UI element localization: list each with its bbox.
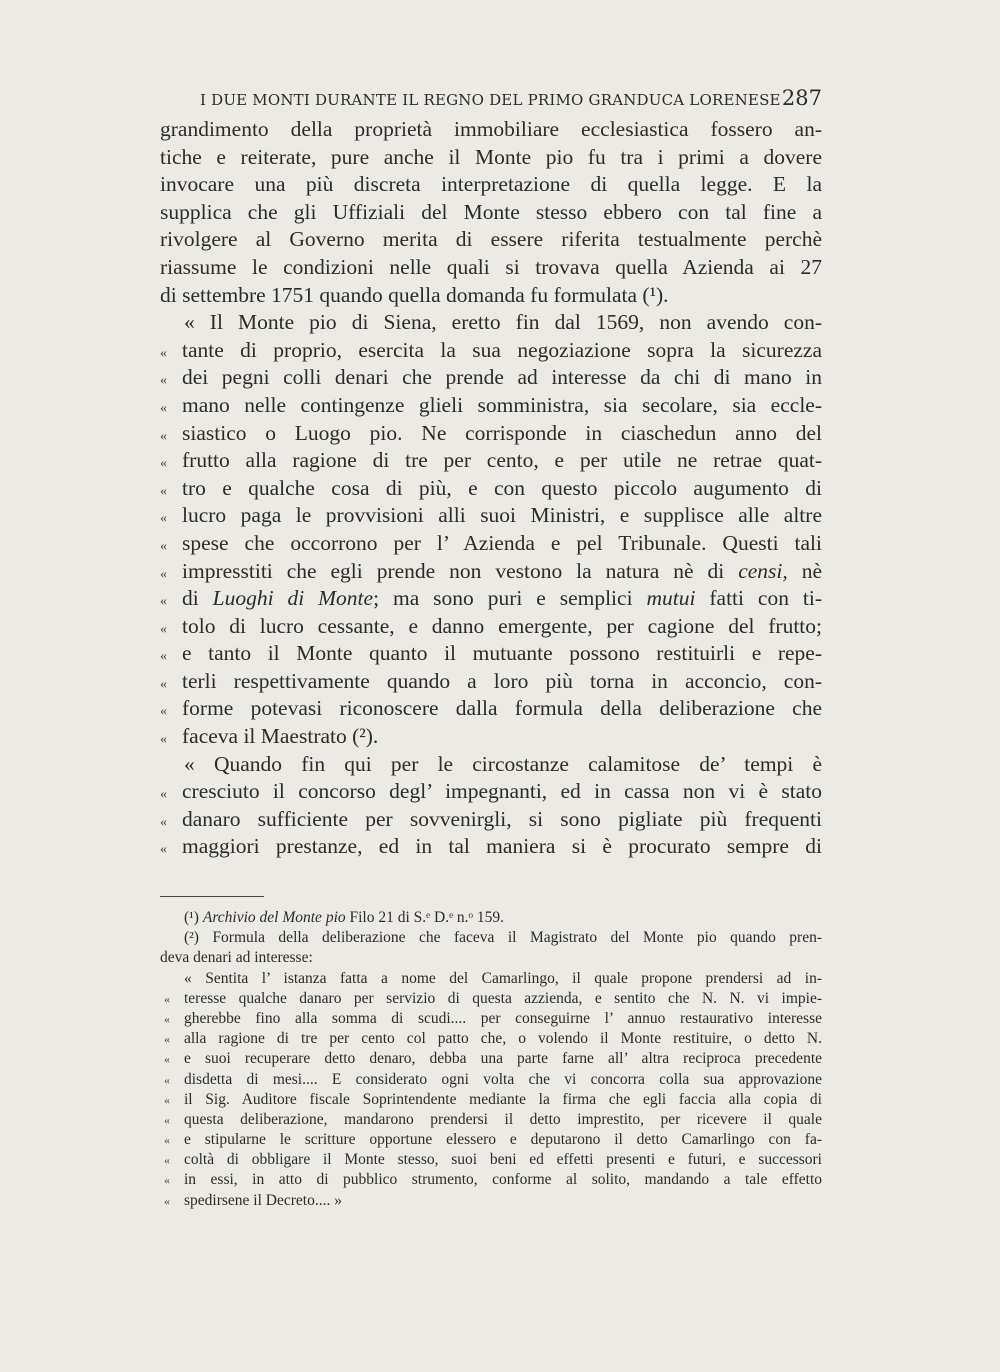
footnote-quote-line: « e suoi recuperare detto denaro, debba una parte farne all’ altra reciproca precedente: [160, 1049, 822, 1069]
guillemet: «: [160, 345, 167, 361]
text-line: grandimento della proprietà immobiliare ecclesiastica fossero an-: [160, 117, 822, 141]
guillemet: «: [160, 511, 167, 527]
guillemet: «: [164, 991, 170, 1006]
guillemet: «: [160, 566, 167, 582]
footnote-1: (¹) Archivio del Monte pio Filo 21 di S.ᵉ D.ᵉ n.ᵒ 159.: [184, 909, 505, 926]
footnote-quote-line: « questa deliberazione, mandarono prendersi il detto imprestito, per ricevere il quale: [160, 1110, 822, 1130]
guillemet: «: [160, 483, 167, 499]
footnote-quote-line: « spedirsene il Decreto.... »: [160, 1191, 822, 1211]
guillemet: «: [164, 1112, 170, 1127]
quote-line: « lucro paga le provvisioni alli suoi Ministri, e supplisce alle altre: [160, 502, 822, 530]
guillemet: «: [164, 1173, 170, 1188]
guillemet: «: [160, 676, 167, 692]
guillemet: «: [164, 1153, 170, 1168]
guillemet: «: [160, 428, 167, 444]
quote-line: « tro e qualche cosa di più, e con questo piccolo augumento di: [160, 475, 822, 503]
quote-line: « Quando fin qui per le circostanze calamitose de’ tempi è: [184, 751, 822, 776]
guillemet: «: [160, 787, 167, 803]
quote-line: « Il Monte pio di Siena, eretto fin dal 1569, non avendo con-: [184, 310, 822, 335]
text-line: invocare una più discreta interpretazione di quella legge. E la: [160, 172, 822, 197]
quote-line: « siastico o Luogo pio. Ne corrisponde in ciaschedun anno del: [160, 420, 822, 448]
guillemet: «: [160, 842, 167, 858]
quote-line: « danaro sufficiente per sovvenirgli, si sono pigliate più frequenti: [160, 806, 822, 834]
page-number: 287: [781, 86, 822, 110]
footnote-quote-line: « teresse qualche danaro per servizio di questa azzienda, e sentito che N. N. vi impie-: [160, 989, 822, 1009]
quote-line: « terli respettivamente quando a loro più torna in acconcio, con-: [160, 668, 822, 696]
guillemet: «: [160, 373, 167, 389]
guillemet: «: [164, 1052, 170, 1067]
quote-line: « spese che occorrono per l’ Azienda e pel Tribunale. Questi tali: [160, 530, 822, 558]
quote-line: « faceva il Maestrato (²).: [160, 723, 822, 751]
guillemet: «: [160, 732, 167, 748]
footnote-quote-line: « in essi, in atto di pubblico strumento, conforme al solito, mandando a tale effetto: [160, 1170, 822, 1190]
guillemet: «: [164, 1011, 170, 1026]
guillemet: «: [164, 1133, 170, 1148]
guillemet: «: [160, 538, 167, 554]
text-line: supplica che gli Uffiziali del Monte stesso ebbero con tal fine a: [160, 199, 822, 224]
text-line: di settembre 1751 quando quella domanda fu formulata (¹).: [160, 282, 669, 307]
guillemet: «: [160, 649, 167, 665]
page-header: [200, 86, 822, 110]
footnote-quote-line: « e stipularne le scritture opportune elessero e deputarono il detto Camarlingo con fa-: [160, 1130, 822, 1150]
text-line: tiche e reiterate, pure anche il Monte pio fu tra i primi a dovere: [160, 144, 822, 169]
guillemet: «: [160, 594, 167, 610]
quote-line: « impresstiti che egli prende non vestono la natura nè di censi, nè: [160, 558, 822, 586]
quote-line: « forme potevasi riconoscere dalla formula della deliberazione che: [160, 695, 822, 723]
quote-line: « cresciuto il concorso degl’ impegnanti, ed in cassa non vi è stato: [160, 778, 822, 806]
guillemet: «: [164, 1032, 170, 1047]
quote-line: « di Luoghi di Monte; ma sono puri e semplici mutui fatti con ti-: [160, 585, 822, 613]
guillemet: «: [160, 704, 167, 720]
quote-line: « tolo di lucro cessante, e danno emergente, per cagione del frutto;: [160, 613, 822, 641]
text-line: rivolgere al Governo merita di essere riferita testualmente perchè: [160, 227, 822, 252]
footnote-quote-line: « Sentita l’ istanza fatta a nome del Camarlingo, il quale propone prendersi ad in-: [184, 969, 822, 987]
quote-line: « frutto alla ragione di tre per cento, e per utile ne retrae quat-: [160, 447, 822, 475]
footnotes: [160, 908, 822, 1211]
guillemet: «: [160, 814, 167, 830]
guillemet: «: [160, 400, 167, 416]
footnote-2: (²) Formula della deliberazione che faceva il Magistrato del Monte pio quando pren-: [184, 929, 822, 947]
footnote-quote-line: « coltà di obbligare il Monte stesso, suoi beni ed effetti presenti e futuri, e successori: [160, 1150, 822, 1170]
quote-line: « e tanto il Monte quanto il mutuante possono restituirli e repe-: [160, 640, 822, 668]
footnote-quote-line: « alla ragione di tre per cento col patto che, o volendo il Monte restituire, o detto N.: [160, 1029, 822, 1049]
footnote-quote-line: « gherebbe fino alla somma di scudi.... per conseguirne l’ annuo restaurativo interesse: [160, 1009, 822, 1029]
quote-line: « dei pegni colli denari che prende ad interesse da chi di mano in: [160, 364, 822, 392]
footnote-separator: [160, 896, 264, 897]
quote-line: « mano nelle contingenze glieli somministra, sia secolare, sia eccle-: [160, 392, 822, 420]
guillemet: «: [164, 1072, 170, 1087]
footnote-quote-line: « disdetta di mesi.... E considerato ogni volta che vi concorra colla sua approvazione: [160, 1070, 822, 1090]
main-text: [160, 116, 822, 861]
running-title: I DUE MONTI DURANTE IL REGNO DEL PRIMO GRANDUCA LORENESE: [200, 91, 781, 109]
footnote-line: deva denari ad interesse:: [160, 949, 313, 967]
guillemet: «: [160, 621, 167, 637]
quote-line: « tante di proprio, esercita la sua negoziazione sopra la sicurezza: [160, 337, 822, 365]
text-line: riassume le condizioni nelle quali si trovava quella Azienda ai 27: [160, 254, 822, 279]
footnote-quote-line: « il Sig. Auditore fiscale Soprintendente mediante la firma che egli faccia alla copia di: [160, 1090, 822, 1110]
guillemet: «: [164, 1193, 170, 1208]
quote-line: « maggiori prestanze, ed in tal maniera si è procurato sempre di: [160, 833, 822, 861]
guillemet: «: [164, 1092, 170, 1107]
guillemet: «: [160, 456, 167, 472]
